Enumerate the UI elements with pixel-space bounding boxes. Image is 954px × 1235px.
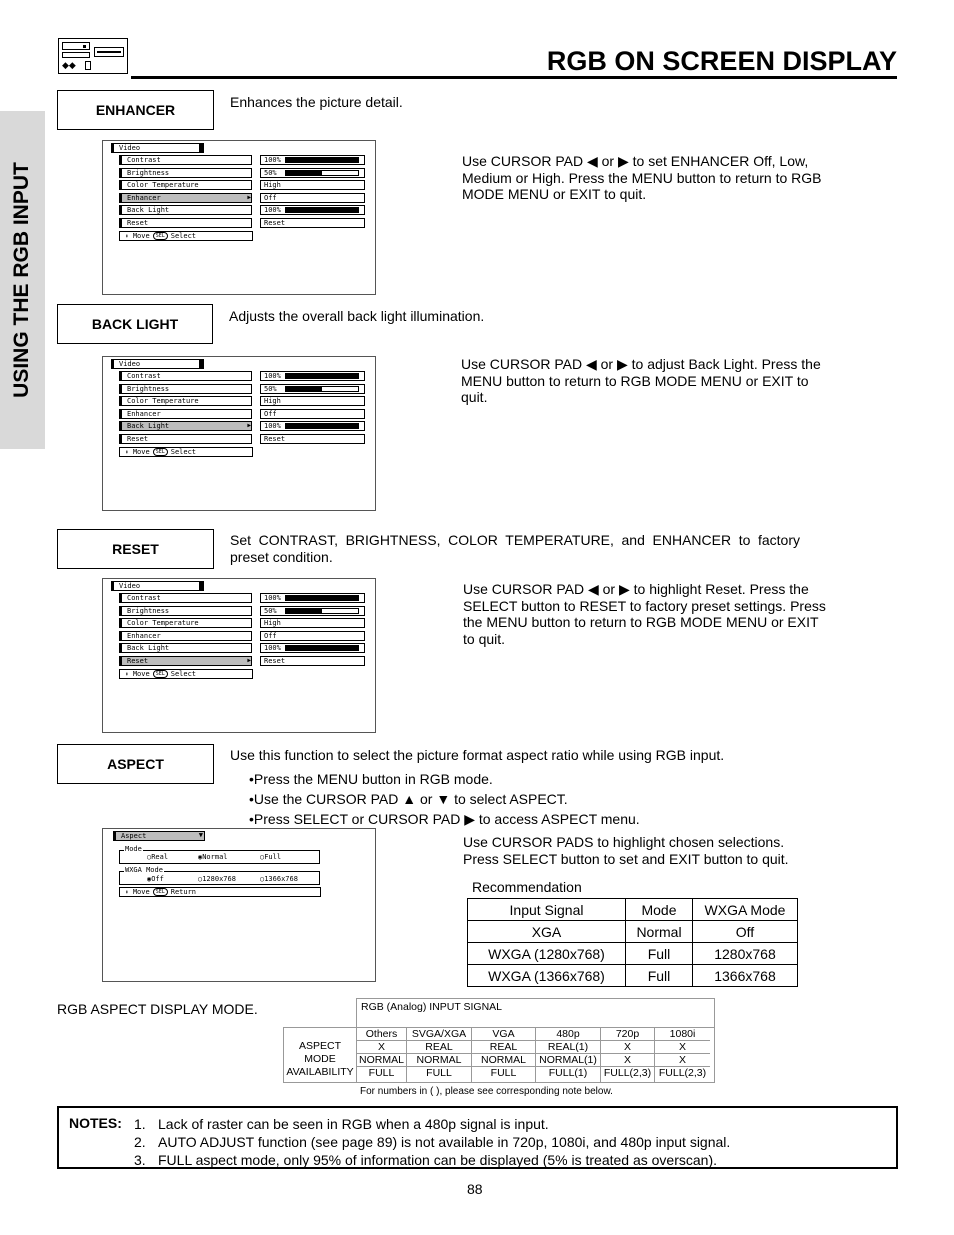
osd-title: Video xyxy=(111,581,204,591)
header-rule xyxy=(131,76,897,79)
availability-cell: NORMAL xyxy=(407,1054,471,1067)
osd-value: Off xyxy=(260,409,365,419)
reset-osd-screen xyxy=(102,578,376,733)
mode-option-real[interactable]: ○Real xyxy=(147,853,169,861)
aspect-label: ASPECT xyxy=(57,744,214,784)
aspect-desc: Use this function to select the picture format aspect ratio while using RGB input. xyxy=(230,747,725,763)
availability-col-header: SVGA/XGA xyxy=(407,1028,471,1041)
osd-value: 50% xyxy=(260,606,365,616)
osd-menu-item[interactable]: Reset xyxy=(119,434,252,444)
backlight-desc: Adjusts the overall back light illumination. xyxy=(229,308,485,324)
osd-level-bar xyxy=(285,373,359,379)
page-number: 88 xyxy=(467,1181,483,1197)
mode-option-full[interactable]: ○Full xyxy=(260,853,282,861)
availability-signal-header: RGB (Analog) INPUT SIGNAL xyxy=(356,998,715,1027)
osd-value: 100% xyxy=(260,421,365,431)
osd-menu-item[interactable]: Brightness xyxy=(119,606,252,616)
reset-instructions: Use CURSOR PAD ◀ or ▶ to highlight Reset. Press the SELECT button to RESET to factory preset settings. Press the MENU button to return to RGB MODE MENU or EXIT to quit. xyxy=(463,581,826,647)
backlight-label: BACK LIGHT xyxy=(57,304,213,344)
rec-header: Input Signal xyxy=(468,899,626,921)
osd-menu-item[interactable]: Back Light xyxy=(119,643,252,653)
osd-menu-item[interactable]: Contrast xyxy=(119,593,252,603)
osd-menu-item[interactable]: Contrast xyxy=(119,155,252,165)
aspect-bullet-1: •Press the MENU button in RGB mode. xyxy=(249,771,493,787)
osd-value: Reset xyxy=(260,218,365,228)
osd-menu-item[interactable]: Reset ▶ xyxy=(119,656,252,666)
availability-col-header: VGA xyxy=(472,1028,535,1041)
availability-column xyxy=(357,1028,407,1082)
availability-cell: FULL xyxy=(426,1067,452,1079)
aspect-wxga-group: WXGA Mode ◉Off ○1280x768 ○1366x768 xyxy=(119,871,320,885)
side-tab: USING THE RGB INPUT xyxy=(0,111,45,449)
availability-col-header: Others xyxy=(357,1028,406,1041)
osd-footer: ⬍ Move SEL Select xyxy=(119,231,253,241)
notes-heading: NOTES: xyxy=(69,1115,122,1131)
notes-box xyxy=(57,1106,898,1169)
availability-column xyxy=(472,1028,536,1082)
osd-menu-item[interactable]: Back Light xyxy=(119,205,252,215)
reset-desc: Set CONTRAST, BRIGHTNESS, COLOR TEMPERATURE, and ENHANCER to factory preset condition. xyxy=(230,532,800,565)
tv-icon: ◆◆ xyxy=(58,38,128,74)
osd-menu-item[interactable]: Contrast xyxy=(119,371,252,381)
availability-cell: REAL(1) xyxy=(536,1041,600,1054)
availability-cell: FULL(2,3) xyxy=(658,1067,707,1079)
osd-value: 50% xyxy=(260,384,365,394)
page-title: RGB ON SCREEN DISPLAY xyxy=(546,46,897,76)
osd-level-bar xyxy=(285,595,359,601)
osd-value: Off xyxy=(260,631,365,641)
osd-value: High xyxy=(260,180,365,190)
availability-cell: FULL xyxy=(368,1067,395,1079)
availability-cell: NORMAL(1) xyxy=(536,1054,600,1067)
availability-caption: RGB ASPECT DISPLAY MODE. xyxy=(57,1001,258,1017)
osd-menu-item[interactable]: Enhancer xyxy=(119,409,252,419)
availability-column xyxy=(536,1028,601,1082)
availability-table xyxy=(283,1027,715,1083)
aspect-instructions: Use CURSOR PADS to highlight chosen selections. Press SELECT button to set and EXIT button to quit. xyxy=(463,834,789,867)
availability-col-header: 720p xyxy=(601,1028,654,1041)
availability-cell: FULL(2,3) xyxy=(603,1067,652,1079)
osd-menu-item[interactable]: Color Temperature xyxy=(119,396,252,406)
osd-title: Video xyxy=(111,359,204,369)
osd-footer: ⬍ Move SEL Select xyxy=(119,447,253,457)
osd-value: High xyxy=(260,618,365,628)
note-item: 1. Lack of raster can be seen in RGB when a 480p signal is input. xyxy=(134,1116,549,1132)
enhancer-instructions: Use CURSOR PAD ◀ or ▶ to set ENHANCER Off, Low, Medium or High. Press the MENU button to return to RGB MODE MENU or EXIT to quit. xyxy=(462,153,822,202)
availability-footnote: For numbers in ( ), please see corresponding note below. xyxy=(360,1086,613,1097)
table-row: WXGA (1366x768) Full 1366x768 xyxy=(468,965,798,987)
availability-column xyxy=(655,1028,710,1082)
mode-option-normal[interactable]: ◉Normal xyxy=(198,853,228,861)
osd-value: High xyxy=(260,396,365,406)
wxga-option-off[interactable]: ◉Off xyxy=(147,875,164,883)
aspect-bullet-3: •Press SELECT or CURSOR PAD ▶ to access ASPECT menu. xyxy=(249,811,640,827)
osd-footer: ⬍ Move SEL Select xyxy=(119,669,253,679)
osd-menu-item[interactable]: Reset xyxy=(119,218,252,228)
availability-cell: X xyxy=(357,1041,406,1054)
availability-cell: X xyxy=(601,1054,654,1067)
osd-value: 100% xyxy=(260,593,365,603)
enhancer-osd-screen xyxy=(102,140,376,295)
aspect-bullet-2: •Use the CURSOR PAD ▲ or ▼ to select ASPECT. xyxy=(249,791,568,807)
osd-menu-item[interactable]: Brightness xyxy=(119,168,252,178)
rec-header: WXGA Mode xyxy=(693,899,798,921)
osd-menu-item[interactable]: Back Light ▶ xyxy=(119,421,252,431)
note-item: 2. AUTO ADJUST function (see page 89) is not available in 720p, 1080i, and 480p input signal. xyxy=(134,1134,731,1150)
backlight-instructions: Use CURSOR PAD ◀ or ▶ to adjust Back Light. Press the MENU button to return to RGB MODE MENU or EXIT to quit. xyxy=(461,356,821,405)
osd-level-bar xyxy=(285,423,359,429)
osd-value: 50% xyxy=(260,168,365,178)
enhancer-label: ENHANCER xyxy=(57,90,214,130)
osd-menu-item[interactable]: Color Temperature xyxy=(119,618,252,628)
availability-cell: NORMAL xyxy=(472,1054,535,1067)
aspect-osd-footer: ⬍ Move SEL Return xyxy=(119,887,321,897)
recommendation-table xyxy=(467,898,798,987)
availability-cell: X xyxy=(655,1041,710,1054)
osd-title: Video xyxy=(111,143,204,153)
availability-cell: FULL xyxy=(490,1067,517,1079)
enhancer-desc: Enhances the picture detail. xyxy=(230,94,403,110)
osd-value: Reset xyxy=(260,434,365,444)
availability-cell: FULL(1) xyxy=(548,1067,588,1079)
availability-cell: NORMAL xyxy=(357,1054,406,1067)
wxga-option-1280[interactable]: ○1280x768 xyxy=(198,875,236,883)
availability-cell: X xyxy=(655,1054,710,1067)
backlight-osd-screen xyxy=(102,356,376,511)
wxga-option-1366[interactable]: ○1366x768 xyxy=(260,875,298,883)
availability-col-header: 480p xyxy=(536,1028,600,1041)
osd-menu-item[interactable]: Color Temperature xyxy=(119,180,252,190)
osd-menu-item[interactable]: Enhancer ▶ xyxy=(119,193,252,203)
osd-value: 100% xyxy=(260,643,365,653)
osd-value: 100% xyxy=(260,205,365,215)
osd-level-bar xyxy=(285,170,322,176)
osd-value: 100% xyxy=(260,371,365,381)
osd-value: Off xyxy=(260,193,365,203)
aspect-osd-screen xyxy=(102,828,376,982)
aspect-mode-group: Mode ○Real ◉Normal ○Full xyxy=(119,850,320,864)
reset-label: RESET xyxy=(57,529,214,569)
availability-column xyxy=(601,1028,655,1082)
note-item: 3. FULL aspect mode, only 95% of information can be displayed (5% is treated as overscan). xyxy=(134,1152,717,1168)
osd-menu-item[interactable]: Brightness xyxy=(119,384,252,394)
availability-row-label: ASPECT MODE AVAILABILITY xyxy=(284,1028,357,1082)
recommendation-caption: Recommendation xyxy=(472,879,582,895)
osd-level-bar xyxy=(285,386,322,392)
availability-cell: REAL xyxy=(472,1041,535,1054)
osd-level-bar xyxy=(285,207,359,213)
availability-col-header: 1080i xyxy=(655,1028,710,1041)
osd-value: Reset xyxy=(260,656,365,666)
aspect-osd-title: Aspect ▼ xyxy=(113,831,205,841)
osd-level-bar xyxy=(285,157,359,163)
osd-level-bar xyxy=(285,645,359,651)
availability-column xyxy=(407,1028,472,1082)
table-row: XGA Normal Off xyxy=(468,921,798,943)
rec-header: Mode xyxy=(626,899,693,921)
osd-menu-item[interactable]: Enhancer xyxy=(119,631,252,641)
table-row: WXGA (1280x768) Full 1280x768 xyxy=(468,943,798,965)
availability-cell: X xyxy=(601,1041,654,1054)
osd-level-bar xyxy=(285,608,322,614)
osd-value: 100% xyxy=(260,155,365,165)
availability-cell: REAL xyxy=(407,1041,471,1054)
